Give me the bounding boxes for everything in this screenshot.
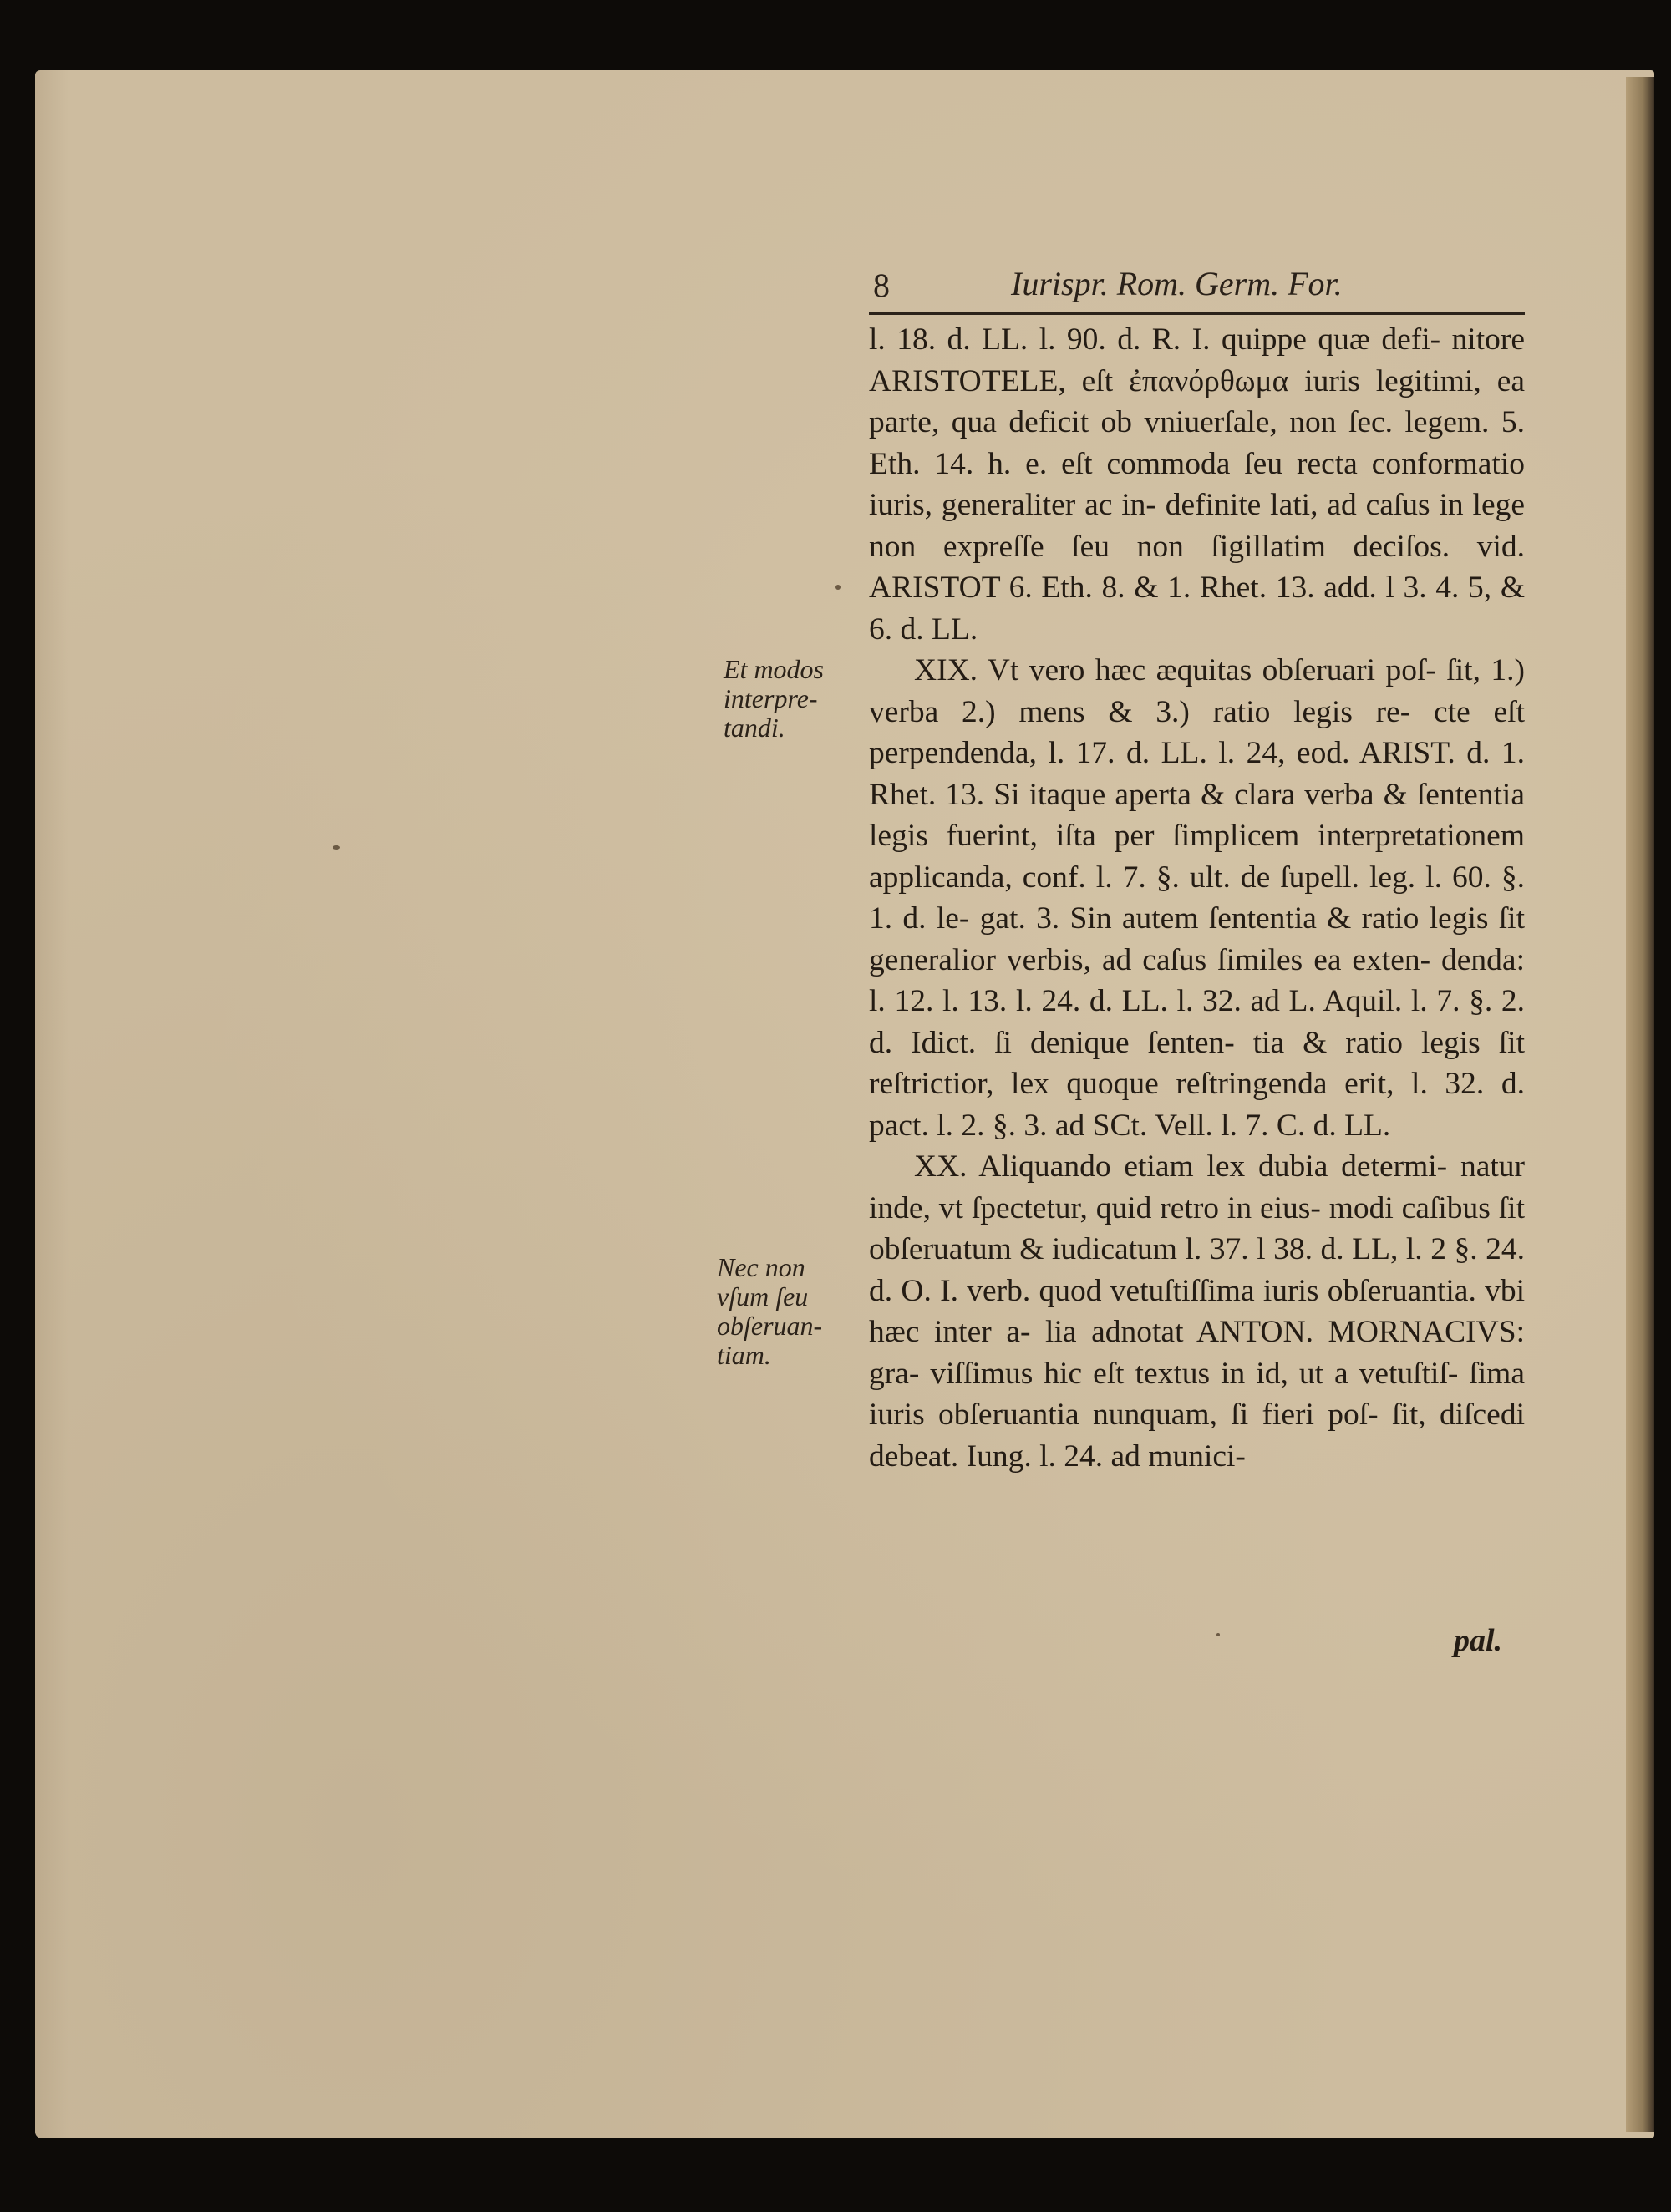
- paper-speck: [836, 585, 841, 590]
- page-number: 8: [873, 266, 890, 304]
- paragraph-xix: XIX. Vt vero hæc æquitas obſeruari poſ- ſit, 1.) verba 2.) mens & 3.) ratio legis re- cte eſt perpendenda, l. 17. d. LL. l. 24, eod. ARIST. d. 1. Rhet. 13. Si itaque aperta & clara verba & ſententia legis fuerint, iſta per ſimplicem interpretationem applicanda, conf. l. 7. §. ult. de ſupell. leg. l. 60. §. 1. d. le- gat. 3. Sin autem ſententia & ratio legis ſit generalior verbis, ad caſus ſimiles ea exten- denda: l. 12. l. 13. l. 24. d. LL. l. 32. ad L. Aquil. l. 7. §. 2. d. Idict. ſi denique ſenten- tia & ratio legis ſit reſtrictior, lex quoque reſtringenda erit, l. 32. d. pact. l. 2. §. 3. ad SCt. Vell. l. 7. C. d. LL.: [869, 653, 1525, 1143]
- margin-note-modos: Et modos interpre- tandi.: [724, 654, 824, 743]
- margin-note-vsum: Nec non vſum ſeu obſeruan- tiam.: [717, 1252, 823, 1370]
- body-text: [869, 319, 1525, 1477]
- paragraph-xx: XX. Aliquando etiam lex dubia determi- natur inde, vt ſpectetur, quid retro in eius- modi caſibus ſit obſeruatum & iudicatum l. 37. l 38. d. LL, l. 2 §. 24. d. O. I. verb. quod vetuſtiſſima iuris obſeruantia. vbi hæc inter a- lia adnotat ANTON. MORNACIVS: gra- viſſimus hic eſt textus in id, ut a vetuſtiſ- ſima iuris obſeruantia nunquam, ſi fieri poſ- ſit, diſcedi debeat. Iung. l. 24. ad munici-: [869, 1149, 1525, 1474]
- header-rule: [869, 312, 1525, 315]
- page-header: [869, 259, 1525, 309]
- paragraph-xviii-end: l. 18. d. LL. l. 90. d. R. I. quippe quæ defi- nitore ARISTOTELE, eſt ἐπανόρθωμα iuris legitimi, ea parte, qua deficit ob vniuerſale, non ſec. legem. 5. Eth. 14. h. e. eſt commoda ſeu recta conformatio iuris, generaliter ac in- definite lati, ad caſus in lege non expreſſe ſeu non ſigillatim deciſos. vid. ARISTOT 6. Eth. 8. & 1. Rhet. 13. add. l 3. 4. 5, & 6. d. LL.: [869, 322, 1525, 647]
- paper-speck: [1216, 1633, 1220, 1636]
- catchword: pal.: [1454, 1623, 1503, 1658]
- running-title: Iurispr. Rom. Germ. For.: [1011, 265, 1343, 302]
- page-edge: [1626, 77, 1654, 2132]
- paper-speck: [333, 845, 340, 850]
